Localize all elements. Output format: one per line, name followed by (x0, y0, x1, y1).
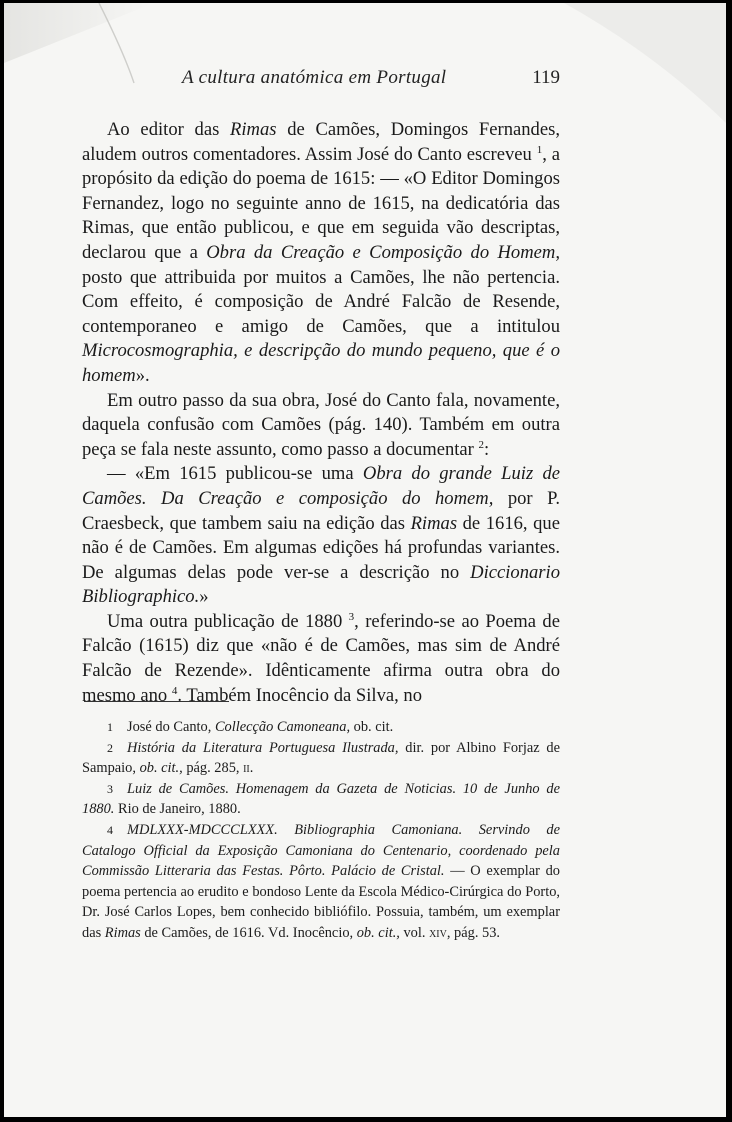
paragraph-3-quote: — «Em 1615 publicou-se uma Obra do grande Luiz de Camões. Da Creação e composição do homem, por P. Craesbeck, que tambem saiu na edição das Rimas de 1616, que não é de Camões. Em algumas edições há profundas variantes. De algumas delas pode ver-se a descrição no Diccionario Bibliographico.» (82, 463, 560, 608)
footnote-1: 1 José do Canto, Collecção Camoneana, ob. cit. (107, 719, 394, 735)
footnote-ref-4: 4 (171, 684, 178, 697)
footnote-ref-1: 1 (536, 143, 543, 156)
running-title: A cultura anatómica em Portugal (182, 67, 447, 88)
footnote-4: 4 MDLXXX-MDCCCLXXX. Bibliographia Camoniana. Servindo de Catalogo Official da Exposição Camoniana do Centenario, coordenado pela Commissão Litteraria das Festas. Pôrto. Palácio de Cristal. — O exemplar do poema pertencia ao erudito e bondoso Lente da Escola Médico-Cirúrgica do Porto, Dr. José Carlos Lopes, bem conhecido bibliófilo. Possuia, também, um exemplar das Rimas de Camões, de 1616. Vd. Inocêncio, ob. cit., vol. xiv, pág. 53. (82, 821, 560, 941)
footnote-2: 2 História da Literatura Portuguesa Ilustrada, dir. por Albino Forjaz de Sampaio, ob. cit., pág. 285, ii. (82, 739, 560, 777)
page-number: 119 (532, 67, 560, 88)
running-head (82, 67, 560, 91)
book-page (4, 3, 726, 1117)
paragraph-1: Ao editor das Rimas de Camões, Domingos Fernandes, aludem outros comentadores. Assim José do Canto escreveu $^1$, a propósito da edição do poema de 1615: — «O Editor Domingos Fernandez, logo no seguinte anno de 1615, na dedicatória das Rimas, que então publicou, e que em seguida vão descriptas, declarou que a Obra da Creação e Composição do Homem, posto que attribuida por muitos a Camões, lhe não pertencia. Com effeito, é composição de André Falcão de Resende, contemporaneo e amigo de Camões, que a intitulou Microcosmographia, e descripção do mundo pequeno, que é o homem». (82, 119, 560, 386)
footnote-3: 3 Luiz de Camões. Homenagem da Gazeta de Noticias. 10 de Junho de 1880. Rio de Janeiro, 1880. (82, 780, 560, 818)
footnote-ref-3: 3 (348, 610, 355, 623)
body-text (82, 118, 560, 708)
footnotes (82, 717, 560, 944)
paragraph-4: Uma outra publicação de 1880 $^3$, referindo-se ao Poema de Falcão (1615) diz que «não é de Camões, mas sim de André Falcão de Rezende». Idênticamente afirma outra obra do mesmo ano $^4$. Também Inocêncio da Silva, no (82, 610, 560, 706)
paragraph-2: Em outro passo da sua obra, José do Canto fala, novamente, daquela confusão com Camões (pág. 140). Também em outra peça se fala neste assunto, como passo a documentar $^2$: (82, 389, 560, 460)
footnote-ref-2: 2 (478, 438, 485, 451)
footnote-divider (84, 701, 229, 702)
